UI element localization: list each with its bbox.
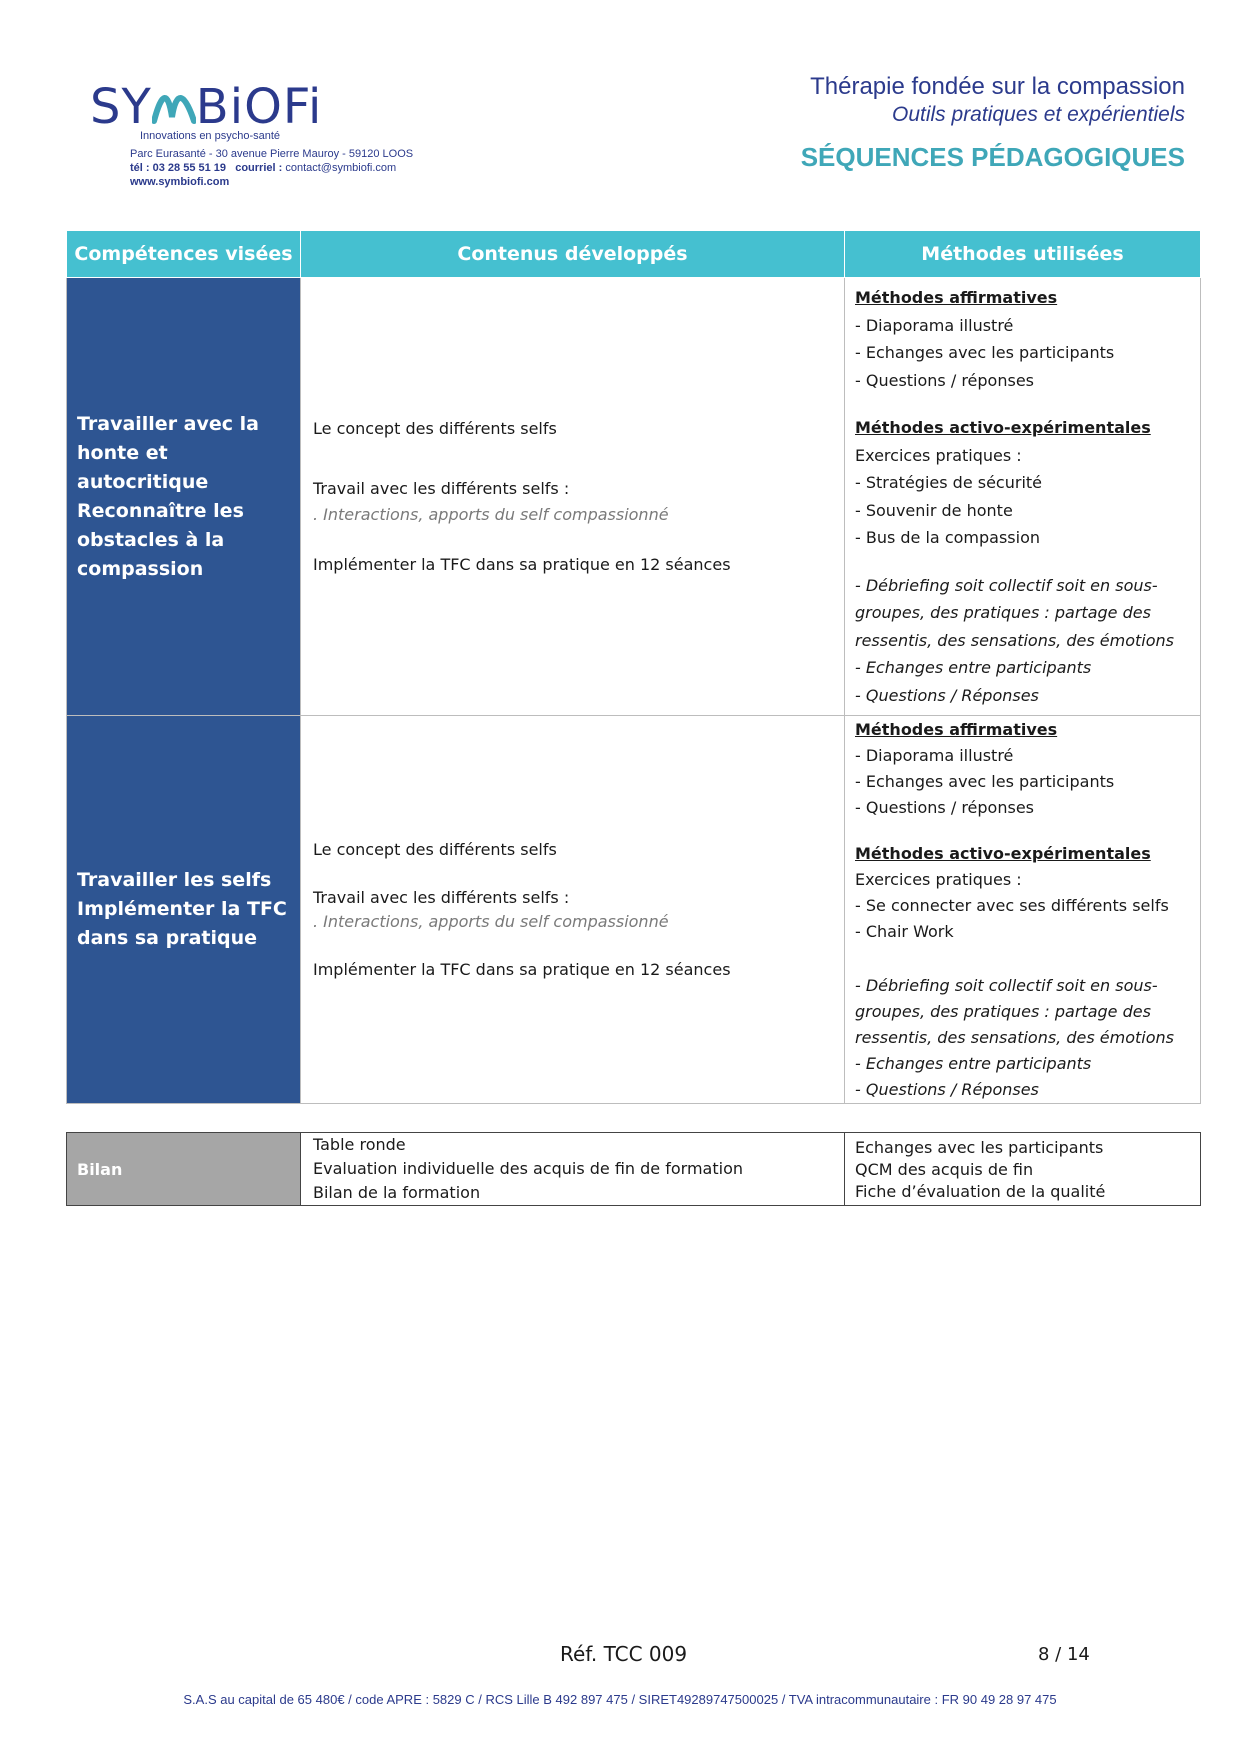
- bilan-label: Bilan: [67, 1133, 301, 1206]
- methods-cell: [845, 716, 1201, 1104]
- method-item: - Débriefing soit collectif soit en sous-: [855, 975, 1158, 995]
- table-row: [67, 278, 1201, 716]
- method-item: - Stratégies de sécurité: [855, 473, 1042, 492]
- method-item: - Souvenir de honte: [855, 500, 1013, 520]
- bilan-content-line: Evaluation individuelle des acquis de fin de formation: [313, 1159, 743, 1178]
- table-row: [67, 1133, 1201, 1206]
- competence-line: obstacles à la: [77, 528, 225, 551]
- header-methodes: Méthodes utilisées: [845, 231, 1201, 278]
- method-item: - Questions / Réponses: [855, 685, 1039, 705]
- method-item: ressentis, des sensations, des émotions: [855, 1027, 1174, 1047]
- method-item: - Echanges avec les participants: [855, 771, 1115, 791]
- document-subtitle: Outils pratiques et expérientiels: [892, 103, 1185, 126]
- method-item: - Bus de la compassion: [855, 528, 1040, 547]
- method-item: groupes, des pratiques : partage des: [855, 603, 1151, 622]
- method-item: groupes, des pratiques : partage des: [855, 1001, 1151, 1021]
- tel-label: tél :: [130, 162, 150, 174]
- method-item: - Echanges entre participants: [855, 658, 1092, 677]
- mail-value[interactable]: contact@symbiofi.com: [285, 162, 397, 174]
- competence-line: Travailler les selfs: [77, 869, 272, 891]
- logo-wordmark: [90, 79, 420, 135]
- bilan-content-line: Table ronde: [313, 1135, 406, 1154]
- methods-heading: Méthodes affirmatives: [855, 288, 1058, 307]
- bilan-content-cell: [301, 1133, 845, 1206]
- method-item: - Chair Work: [855, 921, 954, 941]
- content-line: Implémenter la TFC dans sa pratique en 12 séances: [313, 959, 731, 979]
- bilan-method-line: Echanges avec les participants: [855, 1138, 1104, 1157]
- methods-heading: Méthodes activo-expérimentales: [855, 843, 1151, 863]
- competence-cell: [67, 278, 301, 716]
- method-item: - Diaporama illustré: [855, 745, 1014, 765]
- methods-cell: [845, 278, 1201, 716]
- content-line: Le concept des différents selfs: [313, 418, 557, 438]
- content-line: Travail avec les différents selfs :: [313, 478, 570, 498]
- document-header: [801, 72, 1185, 172]
- competence-cell: [67, 716, 301, 1104]
- address-line: Parc Eurasanté - 30 avenue Pierre Mauroy - 59120 LOOS: [130, 148, 414, 160]
- method-item: - Débriefing soit collectif soit en sous-: [855, 575, 1158, 595]
- header-competences: Compétences visées: [67, 231, 301, 278]
- sequences-table: [66, 230, 1201, 1104]
- competence-line: honte et autocritique: [77, 441, 209, 493]
- company-address: [130, 147, 413, 189]
- table-header-row: [67, 231, 1201, 278]
- document-reference: Réf. TCC 009: [560, 1642, 688, 1666]
- logo-text-right: BiOFi: [195, 79, 323, 135]
- logo-swoosh-icon: [152, 87, 196, 127]
- content-line: Travail avec les différents selfs :: [313, 887, 570, 907]
- table-row: [67, 716, 1201, 1104]
- method-item: - Echanges entre participants: [855, 1053, 1092, 1073]
- legal-footer: S.A.S au capital de 65 480€ / code APRE : 5829 C / RCS Lille B 492 897 475 / SIRET49289747500025 / TVA intracommunautaire : FR 90 49 28 97 475: [183, 1692, 1057, 1707]
- method-item: - Diaporama illustré: [855, 315, 1014, 335]
- logo-tagline: Innovations en psycho-santé: [140, 130, 281, 142]
- content-cell: [301, 716, 845, 1104]
- bilan-content-line: Bilan de la formation: [313, 1183, 481, 1202]
- contact-line: [130, 161, 413, 175]
- company-logo: [90, 79, 420, 142]
- header-contenus: Contenus développés: [301, 231, 845, 278]
- competence-line: Reconnaître les: [77, 499, 244, 522]
- method-item: - Questions / réponses: [855, 797, 1034, 817]
- content-line: Implémenter la TFC dans sa pratique en 12 séances: [313, 554, 731, 574]
- content-line-italic: . Interactions, apports du self compassionné: [313, 911, 669, 931]
- content-line: Le concept des différents selfs: [313, 839, 557, 859]
- bilan-method-line: QCM des acquis de fin: [855, 1160, 1034, 1179]
- methods-heading: Méthodes activo-expérimentales: [855, 418, 1151, 437]
- document-title: Thérapie fondée sur la compassion: [810, 73, 1185, 100]
- method-item: - Echanges avec les participants: [855, 343, 1115, 362]
- method-item: Exercices pratiques :: [855, 869, 1022, 889]
- method-item: - Questions / Réponses: [855, 1079, 1039, 1099]
- method-item: - Se connecter avec ses différents selfs: [855, 895, 1169, 915]
- methods-heading: Méthodes affirmatives: [855, 719, 1058, 739]
- competence-line: dans sa pratique: [77, 927, 258, 949]
- method-item: ressentis, des sensations, des émotions: [855, 630, 1174, 650]
- mail-label: courriel :: [235, 162, 283, 174]
- bilan-methods-cell: [845, 1133, 1201, 1206]
- page-number: 8 / 14: [1038, 1644, 1090, 1665]
- competence-line: Travailler avec la: [77, 412, 259, 435]
- bilan-table: [66, 1132, 1201, 1206]
- logo-text-left: SY: [90, 79, 152, 135]
- competence-line: compassion: [77, 557, 204, 580]
- content-cell: [301, 278, 845, 716]
- method-item: Exercices pratiques :: [855, 445, 1022, 465]
- content-line-italic: . Interactions, apports du self compassionné: [313, 504, 669, 524]
- tel-value: 03 28 55 51 19: [152, 162, 227, 174]
- website-link[interactable]: www.symbiofi.com: [130, 176, 230, 188]
- bilan-method-line: Fiche d’évaluation de la qualité: [855, 1182, 1106, 1201]
- section-title: SÉQUENCES PÉDAGOGIQUES: [800, 142, 1185, 172]
- method-item: - Questions / réponses: [855, 370, 1034, 390]
- competence-line: Implémenter la TFC: [77, 898, 287, 920]
